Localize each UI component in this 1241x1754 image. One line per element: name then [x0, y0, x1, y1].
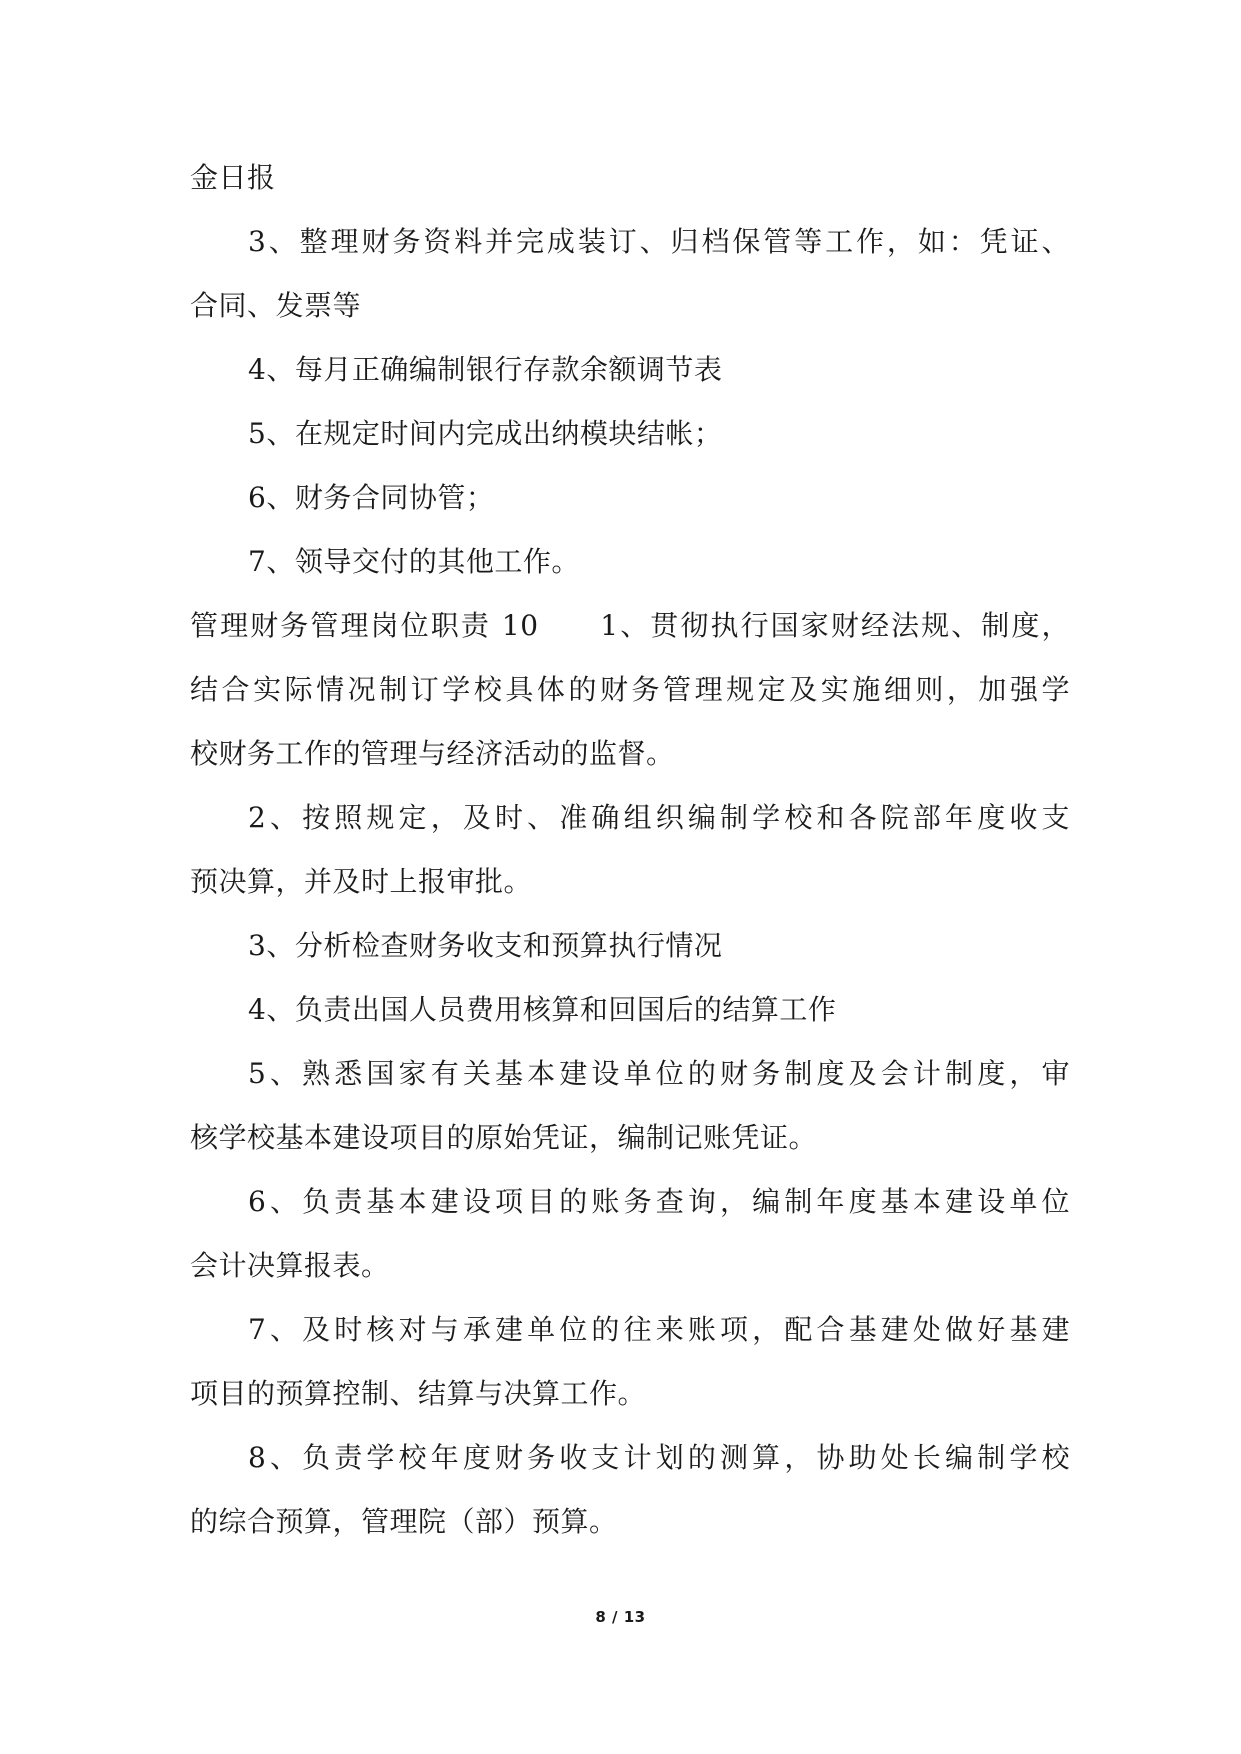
text-line: 4、负责出国人员费用核算和回国后的结算工作: [248, 993, 837, 1026]
document-body: [190, 158, 1070, 1566]
text-line: 7、及时核对与承建单位的往来账项，配合基建处做好基建: [248, 1313, 1070, 1346]
text-line: 金日报: [190, 161, 276, 194]
text-line: 7、领导交付的其他工作。: [248, 545, 580, 578]
text-line: 合同、发票等: [190, 289, 362, 322]
page-number: 8 / 13: [595, 1608, 646, 1626]
section-heading-line: 管理财务管理岗位职责 10 1、贯彻执行国家财经法规、制度，: [190, 609, 1070, 642]
text-line: 预决算，并及时上报审批。: [190, 865, 533, 898]
text-line: 校财务工作的管理与经济活动的监督。: [190, 737, 675, 770]
text-line: 的综合预算，管理院（部）预算。: [190, 1505, 618, 1538]
text-line: 8、负责学校年度财务收支计划的测算，协助处长编制学校: [248, 1441, 1070, 1474]
text-line: 5、熟悉国家有关基本建设单位的财务制度及会计制度，审: [248, 1057, 1070, 1090]
text-line: 6、负责基本建设项目的账务查询，编制年度基本建设单位: [248, 1185, 1070, 1218]
text-line: 6、财务合同协管；: [248, 481, 495, 514]
text-line: 3、整理财务资料并完成装订、归档保管等工作，如：凭证、: [248, 225, 1070, 258]
text-line: 3、分析检查财务收支和预算执行情况: [248, 929, 723, 962]
text-line: 5、在规定时间内完成出纳模块结帐；: [248, 417, 723, 450]
text-line: 结合实际情况制订学校具体的财务管理规定及实施细则，加强学: [190, 673, 1070, 706]
text-line: 核学校基本建设项目的原始凭证，编制记账凭证。: [190, 1121, 818, 1154]
text-line: 4、每月正确编制银行存款余额调节表: [248, 353, 723, 386]
text-line: 2、按照规定，及时、准确组织编制学校和各院部年度收支: [248, 801, 1070, 834]
text-line: 项目的预算控制、结算与决算工作。: [190, 1377, 647, 1410]
text-line: 会计决算报表。: [190, 1249, 390, 1282]
